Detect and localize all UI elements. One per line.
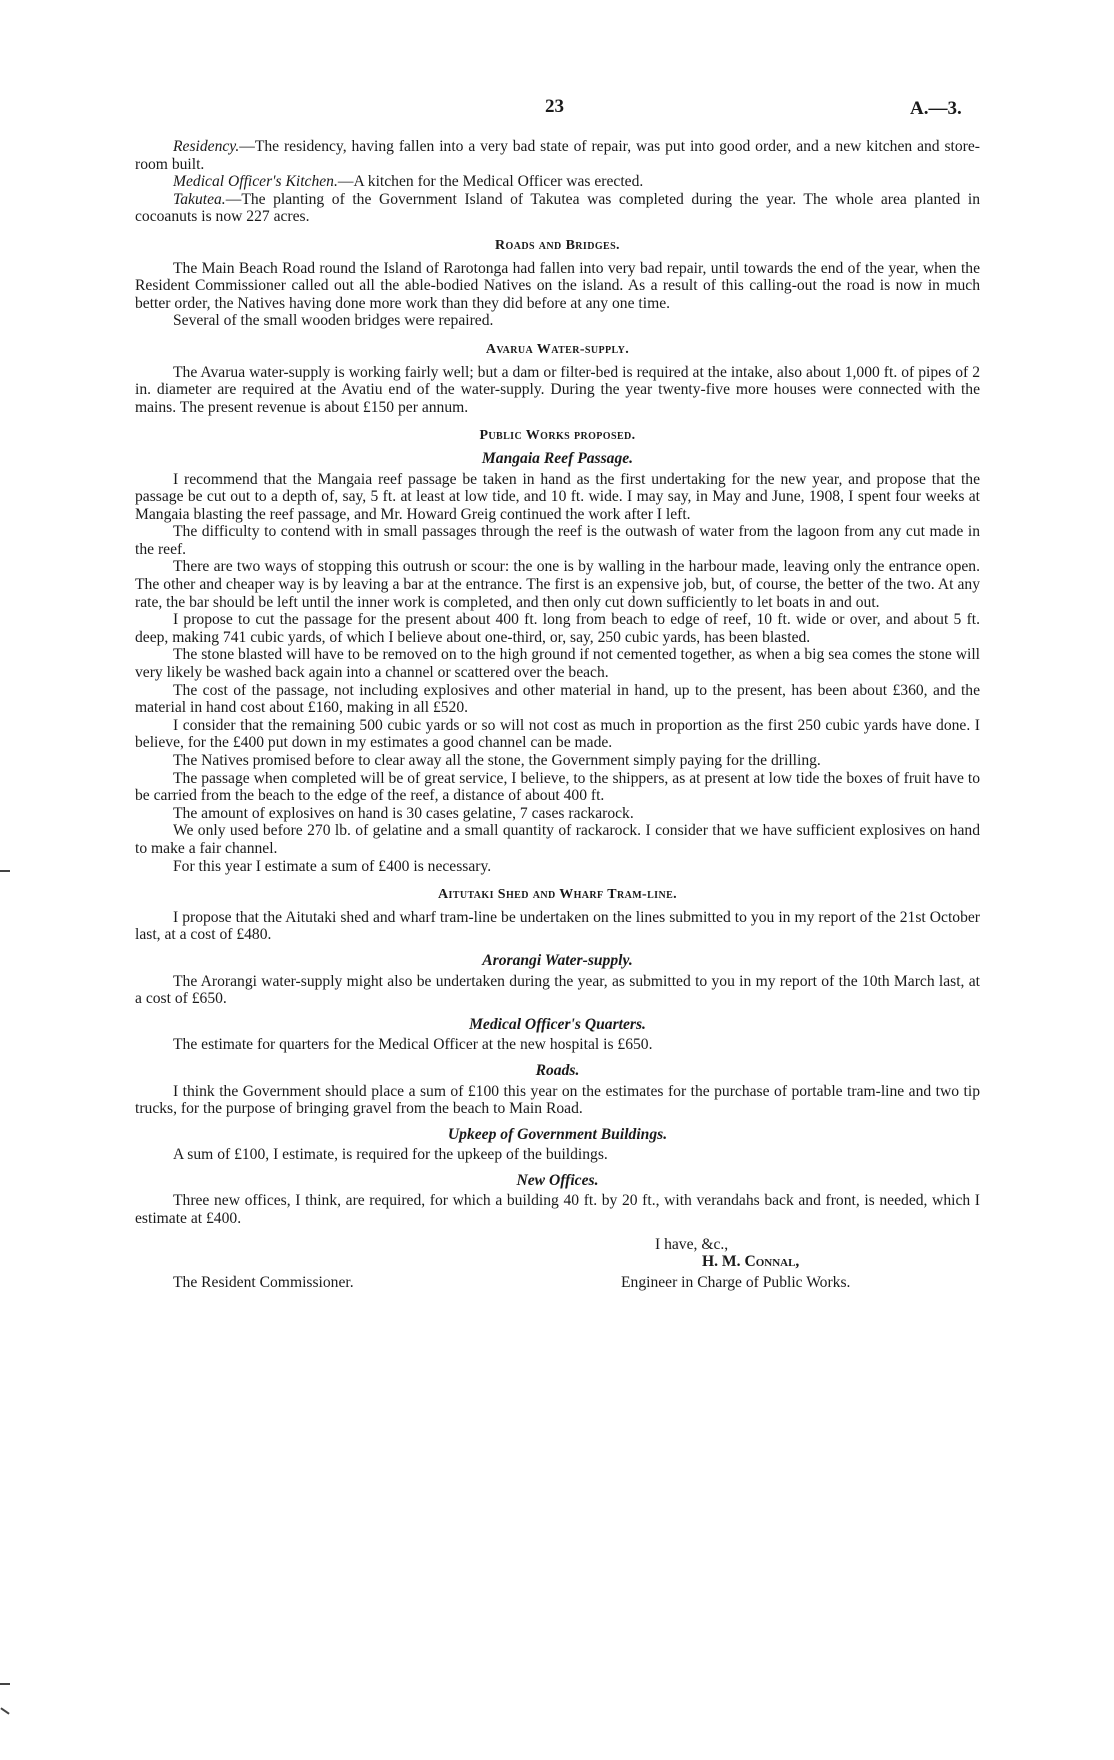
paragraph: I recommend that the Mangaia reef passage be taken in hand as the first undertaking for the new year, and propose that the passage be cut out to a depth of, say, 5 ft. at least at low tide, and 10 ft. wide. I may say, in May and June, 1908, I spent four weeks at Mangaia blasting the reef passage, and Mr. Howard Greig continued the work after I left. bbox=[135, 470, 980, 523]
paragraph: For this year I estimate a sum of £400 is necessary. bbox=[173, 857, 492, 875]
closing-block bbox=[135, 1236, 980, 1296]
subsection-heading: Roads. bbox=[535, 1061, 580, 1079]
paragraph: Several of the small wooden bridges were repaired. bbox=[173, 312, 494, 330]
paragraph-text: —The residency, having fallen into a very bad state of repair, was put into good order, and a new kitchen and store-room built. bbox=[135, 138, 980, 173]
paragraph-lead: Takutea. bbox=[173, 190, 226, 208]
closing-salutation: I have, &c., bbox=[655, 1235, 729, 1253]
subsection-heading: New Offices. bbox=[516, 1171, 599, 1189]
paragraph-text: —The planting of the Government Island of Takutea was completed during the year. The whole area planted in cocoanuts is now 227 acres. bbox=[135, 190, 980, 226]
paragraph: I think the Government should place a sum of £100 this year on the estimates for the purchase of portable tram-line and two tip trucks, for the purpose of bringing gravel from the beach to Main Road. bbox=[135, 1082, 980, 1118]
signatory-name: H. M. Connal, bbox=[702, 1252, 800, 1270]
paragraph: The Natives promised before to clear away all the stone, the Government simply paying for the drilling. bbox=[173, 752, 821, 769]
subsection-heading: Mangaia Reef Passage. bbox=[481, 449, 634, 467]
paragraph: The Avarua water-supply is working fairly well; but a dam or filter-bed is required at the intake, also about 1,000 ft. of pipes of 2 in. diameter are required at the Avatiu end of the water-supply. During the year twenty-five more houses were connected with the mains. The present revenue is about £150 per annum. bbox=[135, 363, 980, 416]
paragraph: The difficulty to contend with in small passages through the reef is the outwash of water from the lagoon from any cut made in the reef. bbox=[135, 523, 980, 558]
paragraph-lead: Medical Officer's Kitchen. bbox=[173, 173, 338, 191]
addressee: The Resident Commissioner. bbox=[173, 1273, 354, 1291]
paragraph: A sum of £100, I estimate, is required for the upkeep of the buildings. bbox=[173, 1146, 608, 1164]
paragraph: Three new offices, I think, are required, for which a building 40 ft. by 20 ft., with verandahs back and front, is needed, which I estimate at £400. bbox=[135, 1192, 980, 1228]
document-reference: A.—3. bbox=[910, 98, 962, 119]
document-body bbox=[135, 138, 980, 1296]
paragraph: The passage when completed will be of great service, I believe, to the shippers, as at present at low tide the boxes of fruit have to be carried from the beach to the edge of the reef, a distance of about 400 ft. bbox=[135, 769, 980, 805]
section-heading: Avarua Water-supply. bbox=[485, 341, 630, 357]
paragraph: We only used before 270 lb. of gelatine and a small quantity of rackarock. I consider that we have sufficient explosives on hand to make a fair channel. bbox=[135, 822, 980, 857]
subsection-heading: Upkeep of Government Buildings. bbox=[447, 1125, 668, 1143]
paragraph: There are two ways of stopping this outrush or scour: the one is by walling in the harbour made, leaving only the entrance open. The other and cheaper way is by leaving a bar at the entrance. The first is an expensive job, but, of course, the better of the two. At any rate, the bar should be left until the inner work is completed, and then only cut down sufficiently to let boats in and out. bbox=[135, 558, 980, 611]
paragraph: The stone blasted will have to be removed on to the high ground if not cemented together, as when a big sea comes the stone will very likely be washed back again into a channel or scattered over the beach. bbox=[135, 646, 980, 682]
paragraph bbox=[135, 138, 980, 173]
section-heading: Public Works proposed. bbox=[479, 428, 636, 444]
signatory-title: Engineer in Charge of Public Works. bbox=[621, 1273, 851, 1291]
paragraph bbox=[135, 173, 980, 191]
paragraph bbox=[135, 191, 980, 226]
paragraph-text: —A kitchen for the Medical Officer was erected. bbox=[337, 173, 644, 191]
paragraph: I consider that the remaining 500 cubic yards or so will not cost as much in proportion as the first 250 cubic yards have done. I believe, for the £400 put down in my estimates a good channel can be made. bbox=[135, 716, 980, 752]
section-heading: Aitutaki Shed and Wharf Tram-line. bbox=[437, 887, 678, 903]
paragraph: The estimate for quarters for the Medical Officer at the new hospital is £650. bbox=[173, 1036, 653, 1054]
paragraph: The Arorangi water-supply might also be undertaken during the year, as submitted to you in my report of the 10th March last, at a cost of £650. bbox=[135, 972, 980, 1008]
paragraph: I propose that the Aitutaki shed and wharf tram-line be undertaken on the lines submitted to you in my report of the 21st October last, at a cost of £480. bbox=[135, 908, 980, 944]
section-heading: Roads and Bridges. bbox=[495, 237, 620, 253]
paragraph-lead: Residency. bbox=[173, 138, 240, 155]
margin-mark bbox=[0, 870, 10, 872]
margin-mark bbox=[0, 1707, 9, 1714]
paragraph: I propose to cut the passage for the present about 400 ft. long from beach to edge of reef, 10 ft. wide or over, and about 5 ft. deep, making 741 cubic yards, of which I believe about one-third, or, say, 250 cubic yards, has been blasted. bbox=[135, 611, 980, 646]
margin-mark bbox=[0, 1683, 10, 1685]
paragraph: The Main Beach Road round the Island of Rarotonga had fallen into very bad repair, until towards the end of the year, when the Resident Commissioner called out all the able-bodied Natives on the island. As a result of this calling-out the road is now in much better order, the Natives having done more work than they did before at any one time. bbox=[135, 259, 980, 312]
page-number: 23 bbox=[545, 96, 564, 117]
paragraph: The amount of explosives on hand is 30 cases gelatine, 7 cases rackarock. bbox=[173, 804, 634, 822]
paragraph: The cost of the passage, not including explosives and other material in hand, up to the present, has been about £360, and the material in hand cost about £160, making in all £520. bbox=[135, 681, 980, 717]
subsection-heading: Arorangi Water-supply. bbox=[482, 951, 633, 969]
subsection-heading: Medical Officer's Quarters. bbox=[469, 1015, 646, 1033]
